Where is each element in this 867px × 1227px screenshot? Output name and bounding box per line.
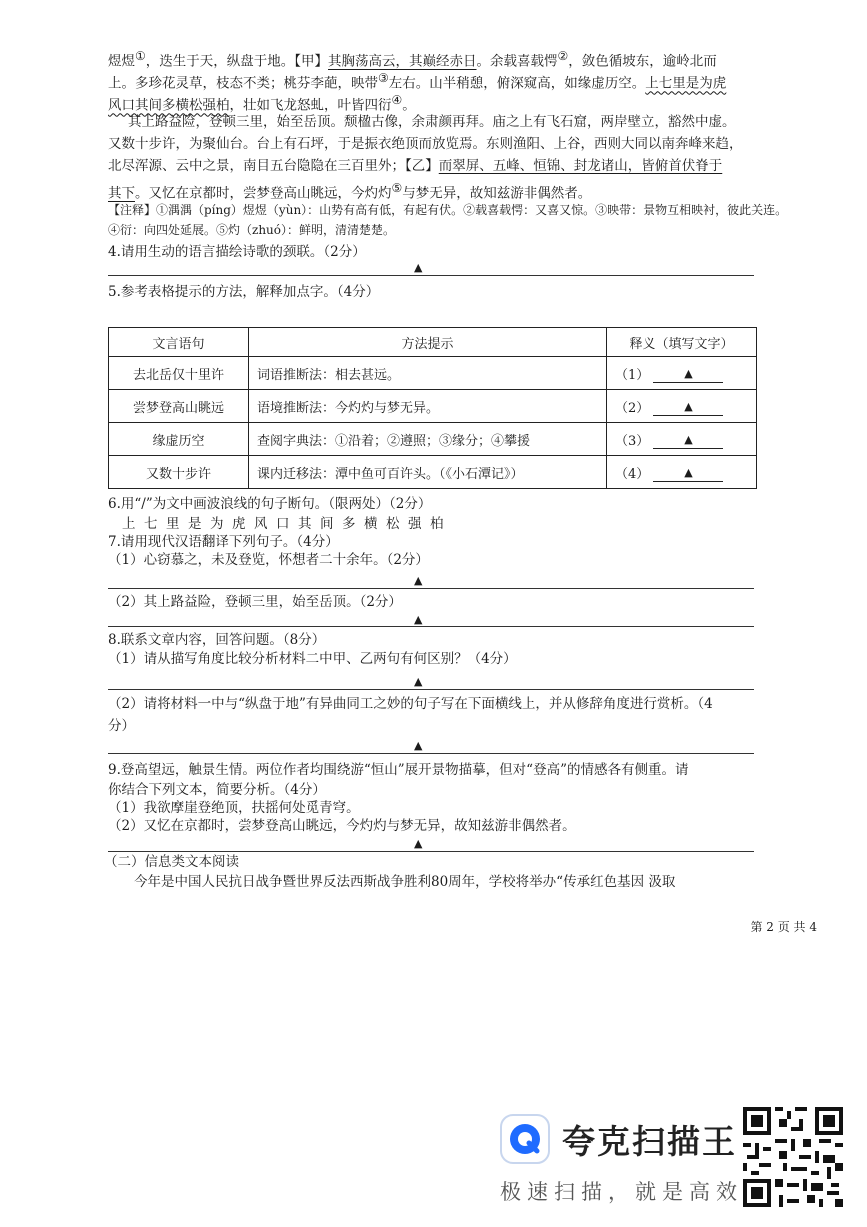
qr-code-icon: [743, 1107, 843, 1207]
vocab-table: [108, 327, 757, 489]
quark-logo-icon: [500, 1114, 550, 1164]
passage-line-7: 其下。又忆在京都时，尝梦登高山眺远，今灼灼⑤与梦无异，故知兹游非偶然者。: [108, 181, 592, 202]
wavy-sentence-part1: 上七里是为虎: [645, 75, 727, 92]
page-number: 第 2 页 共 4: [750, 920, 817, 934]
table-cell-answer: （4） ▲: [607, 456, 757, 489]
answer-line[interactable]: [108, 626, 754, 627]
scanner-slogan: 极速扫描，就是高效: [500, 1180, 743, 1204]
question-7-1: （1）心窃慕之，未及登览，怀想者二十余年。（2分）: [108, 552, 429, 568]
table-cell-answer: （2） ▲: [607, 390, 757, 423]
answer-line[interactable]: [108, 753, 754, 754]
table-header-row: [109, 328, 757, 357]
passage-line-1: 煜煜①，迭生于天，纵盘于地。【甲】其胸荡高云，其巅经赤日。余载喜载愕②，敛色循坡东，逾岭北而: [108, 49, 717, 70]
answer-line[interactable]: [108, 275, 754, 276]
table-cell-method: 查阅字典法：①沿着；②遵照；③缘分；④攀援: [249, 423, 607, 456]
table-row: [109, 390, 757, 423]
question-9-2: （2）又忆在京都时，尝梦登高山眺远，今灼灼与梦无异，故知兹游非偶然者。: [108, 818, 576, 834]
question-8-1: （1）请从描写角度比较分析材料二中甲、乙两句有何区别？（4分）: [108, 651, 517, 667]
table-cell-method: 语境推断法：今灼灼与梦无异。: [249, 390, 607, 423]
answer-blank[interactable]: ▲: [653, 366, 723, 383]
table-cell-answer: （1） ▲: [607, 357, 757, 390]
table-cell-method: 词语推断法：相去甚远。: [249, 357, 607, 390]
table-row: [109, 456, 757, 489]
answer-blank[interactable]: ▲: [653, 399, 723, 416]
section-text: 今年是中国人民抗日战争暨世界反法西斯战争胜利80周年，学校将举办“传承红色基因 汲取: [134, 874, 676, 890]
question-9: 9.登高望远，触景生情。两位作者均围绕游“恒山”展开景物描摹，但对“登高”的情感各有侧重。请: [108, 762, 689, 778]
annotation-note-2: ④衍：向四处延展。⑤灼（zhuó）：鲜明，清清楚楚。: [108, 223, 396, 237]
table-row: [109, 423, 757, 456]
answer-marker: ▲: [414, 675, 423, 688]
passage-line-2: 上。多珍花灵草，枝态不类；桃芬李葩，映带③左右。山半稍憩，俯深窥高，如缘虚历空。上七里是为虎: [108, 71, 727, 92]
answer-marker: ▲: [414, 837, 423, 850]
table-cell-phrase: 缘虚历空: [109, 423, 249, 456]
question-8-2: （2）请将材料一中与“纵盘于地”有异曲同工之妙的句子写在下面横线上，并从修辞角度进行赏析。（4: [108, 696, 713, 712]
question-7: 7.请用现代汉语翻译下列句子。（4分）: [108, 534, 339, 550]
question-6: 6.用“/”为文中画波浪线的句子断句。（限两处）（2分）: [108, 496, 432, 512]
table-cell-phrase: 又数十步许: [109, 456, 249, 489]
answer-line[interactable]: [108, 588, 754, 589]
answer-blank[interactable]: ▲: [653, 432, 723, 449]
table-row: [109, 357, 757, 390]
wavy-sentence-part2: 风口其间多横松强柏: [108, 97, 230, 114]
question-9-cont: 你结合下列文本，简要分析。（4分）: [108, 782, 326, 798]
sentence-jia: 其胸荡高云，其巅经赤日: [328, 53, 477, 70]
answer-marker: ▲: [414, 739, 423, 752]
question-4: 4.请用生动的语言描绘诗歌的颈联。（2分）: [108, 244, 366, 260]
passage-line-3: 风口其间多横松强柏，壮如飞龙怒虬，叶皆四衍④。: [108, 93, 416, 114]
answer-line[interactable]: [108, 689, 754, 690]
question-5: 5.参考表格提示的方法，解释加点字。（4分）: [108, 284, 380, 300]
table-cell-phrase: 去北岳仅十里许: [109, 357, 249, 390]
answer-marker: ▲: [414, 613, 423, 626]
answer-blank[interactable]: ▲: [653, 465, 723, 482]
passage-line-4: 其上路益险，登顿三里，始至岳顶。颓楹古像，余肃颜再拜。庙之上有飞石窟，两岸壁立，豁然中虚。: [128, 114, 736, 130]
table-cell-method: 课内迁移法：潭中鱼可百许头。（《小石潭记》）: [249, 456, 607, 489]
question-9-1: （1）我欲摩崖登绝顶，扶摇何处觅青穹。: [108, 800, 360, 816]
q6-sentence: 上七里是为虎风口其间多横松强柏: [122, 516, 452, 532]
passage-line-5: 又数十步许，为聚仙台。台上有石坪，于是振衣绝顶而放览焉。东则渔阳、上谷，西则大同以南奔峰来趋，: [108, 136, 743, 152]
passage-line-6: 北尽浑源、云中之景，南目五台隐隐在三百里外；【乙】而翠屏、五峰、恒锦、封龙诸山，皆俯首伏脊于: [108, 158, 723, 174]
table-cell-phrase: 尝梦登高山眺远: [109, 390, 249, 423]
question-8-2-cont: 分）: [108, 718, 135, 734]
sentence-yi: 而翠屏、五峰、恒锦、封龙诸山，皆俯首伏脊于: [438, 158, 723, 174]
question-7-2: （2）其上路益险，登顿三里，始至岳顶。（2分）: [108, 594, 402, 610]
section-title: （二）信息类文本阅读: [104, 854, 239, 870]
question-8: 8.联系文章内容，回答问题。（8分）: [108, 632, 326, 648]
annotation-note-1: 【注释】①湡湡（píng）煜煜（yùn）：山势有高有低，有起有伏。②载喜载愕：又喜又惊。③映带：景物互相映衬，彼此关连。: [108, 203, 788, 217]
answer-marker: ▲: [414, 261, 423, 274]
answer-marker: ▲: [414, 574, 423, 587]
table-cell-answer: （3） ▲: [607, 423, 757, 456]
scanner-brand-name: 夸克扫描王: [562, 1122, 737, 1161]
table-header-cell: 文言语句: [109, 328, 249, 357]
table-header-cell: 释义（填写文字）: [607, 328, 757, 357]
table-header-cell: 方法提示: [249, 328, 607, 357]
